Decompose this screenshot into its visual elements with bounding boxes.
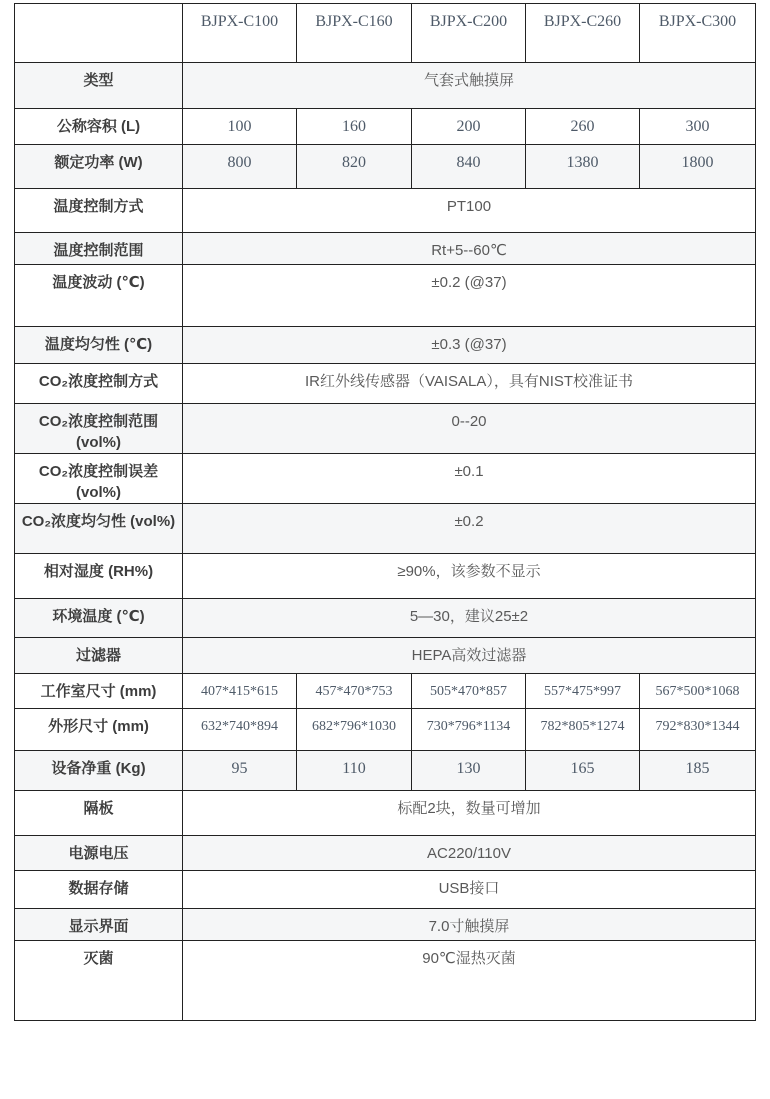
- cell-value: 840: [412, 145, 526, 189]
- column-header-model: BJPX-C300: [640, 4, 756, 63]
- cell-value: 185: [640, 751, 756, 791]
- table-row-temp-control: [15, 189, 756, 233]
- row-value: 标配2块，数量可增加: [183, 791, 756, 836]
- row-label: CO₂浓度控制误差 (vol%): [15, 454, 183, 504]
- row-value: IR红外线传感器（VAISALA），具有NIST校准证书: [183, 364, 756, 404]
- row-label: 温度均匀性 (℃): [15, 327, 183, 364]
- row-value: 气套式触摸屏: [183, 63, 756, 109]
- cell-value: 130: [412, 751, 526, 791]
- corner-cell: [15, 4, 183, 63]
- row-label: 额定功率 (W): [15, 145, 183, 189]
- row-value: Rt+5--60℃: [183, 233, 756, 265]
- table-row-sterilization: [15, 941, 756, 1021]
- row-label: 电源电压: [15, 836, 183, 871]
- cell-value: 567*500*1068: [640, 674, 756, 709]
- row-value: ≥90%，该参数不显示: [183, 554, 756, 599]
- table-row-shelves: [15, 791, 756, 836]
- row-value: 0--20: [183, 404, 756, 454]
- row-label: 数据存储: [15, 871, 183, 909]
- table-row-volume: [15, 109, 756, 145]
- cell-value: 165: [526, 751, 640, 791]
- table-row-net-weight: [15, 751, 756, 791]
- row-value: AC220/110V: [183, 836, 756, 871]
- cell-value: 730*796*1134: [412, 709, 526, 751]
- column-header-model: BJPX-C160: [297, 4, 412, 63]
- table-row-exterior-size: [15, 709, 756, 751]
- cell-value: 100: [183, 109, 297, 145]
- table-row-co2-range: [15, 404, 756, 454]
- cell-value: 95: [183, 751, 297, 791]
- row-label: 工作室尺寸 (mm): [15, 674, 183, 709]
- row-label: 显示界面: [15, 909, 183, 941]
- cell-value: 160: [297, 109, 412, 145]
- cell-value: 110: [297, 751, 412, 791]
- row-label: CO₂浓度均匀性 (vol%): [15, 504, 183, 554]
- table-row-temp-uniformity: [15, 327, 756, 364]
- table-row-co2-uniformity: [15, 504, 756, 554]
- row-label: 灭菌: [15, 941, 183, 1021]
- table-row-temp-range: [15, 233, 756, 265]
- column-header-model: BJPX-C100: [183, 4, 297, 63]
- table-row-filter: [15, 638, 756, 674]
- table-row-power: [15, 145, 756, 189]
- table-row-ambient-temp: [15, 599, 756, 638]
- row-value: ±0.2: [183, 504, 756, 554]
- cell-value: 505*470*857: [412, 674, 526, 709]
- cell-value: 300: [640, 109, 756, 145]
- row-label: 过滤器: [15, 638, 183, 674]
- table-row-display: [15, 909, 756, 941]
- table-row-data-storage: [15, 871, 756, 909]
- column-header-model: BJPX-C200: [412, 4, 526, 63]
- table-row-type: [15, 63, 756, 109]
- spec-table: [14, 3, 756, 1021]
- cell-value: 682*796*1030: [297, 709, 412, 751]
- row-value: 90℃湿热灭菌: [183, 941, 756, 1021]
- header-row: [15, 4, 756, 63]
- cell-value: 820: [297, 145, 412, 189]
- row-value: 5—30，建议25±2: [183, 599, 756, 638]
- cell-value: 800: [183, 145, 297, 189]
- cell-value: 407*415*615: [183, 674, 297, 709]
- row-value: 7.0寸触摸屏: [183, 909, 756, 941]
- row-label: 隔板: [15, 791, 183, 836]
- cell-value: 1800: [640, 145, 756, 189]
- column-header-model: BJPX-C260: [526, 4, 640, 63]
- row-value: ±0.2 (@37): [183, 265, 756, 327]
- row-value: HEPA高效过滤器: [183, 638, 756, 674]
- row-label: 相对湿度 (RH%): [15, 554, 183, 599]
- cell-value: 792*830*1344: [640, 709, 756, 751]
- table-row-co2-error: [15, 454, 756, 504]
- cell-value: 782*805*1274: [526, 709, 640, 751]
- row-label: 公称容积 (L): [15, 109, 183, 145]
- table-row-co2-control: [15, 364, 756, 404]
- row-label: CO₂浓度控制方式: [15, 364, 183, 404]
- row-label: 类型: [15, 63, 183, 109]
- cell-value: 200: [412, 109, 526, 145]
- row-value: PT100: [183, 189, 756, 233]
- table-row-temp-fluctuation: [15, 265, 756, 327]
- row-label: 温度控制方式: [15, 189, 183, 233]
- row-label: 环境温度 (℃): [15, 599, 183, 638]
- row-value: ±0.1: [183, 454, 756, 504]
- cell-value: 457*470*753: [297, 674, 412, 709]
- row-label: 设备净重 (Kg): [15, 751, 183, 791]
- cell-value: 557*475*997: [526, 674, 640, 709]
- table-row-voltage: [15, 836, 756, 871]
- row-label: 外形尺寸 (mm): [15, 709, 183, 751]
- cell-value: 260: [526, 109, 640, 145]
- row-label: 温度波动 (℃): [15, 265, 183, 327]
- row-value: ±0.3 (@37): [183, 327, 756, 364]
- row-label: 温度控制范围: [15, 233, 183, 265]
- cell-value: 632*740*894: [183, 709, 297, 751]
- cell-value: 1380: [526, 145, 640, 189]
- table-row-chamber-size: [15, 674, 756, 709]
- row-value: USB接口: [183, 871, 756, 909]
- table-row-humidity: [15, 554, 756, 599]
- row-label: CO₂浓度控制范围 (vol%): [15, 404, 183, 454]
